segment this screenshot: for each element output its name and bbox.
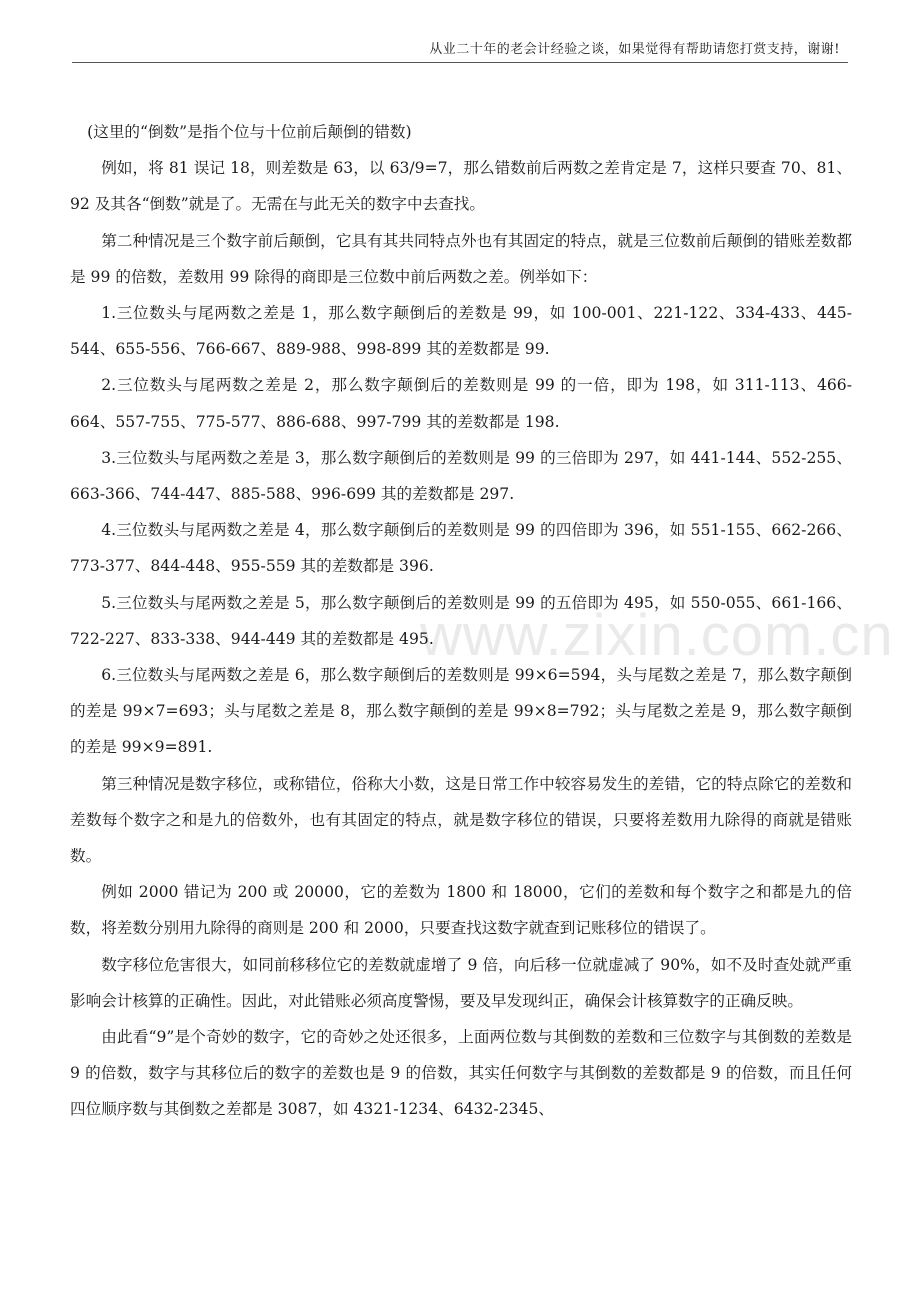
list-item-4: 4.三位数头与尾两数之差是 4，那么数字颠倒后的差数则是 99 的四倍即为 396，如 551-155、662-266、773-377、844-448、955-559 其的差数都是 396. [70,521,852,576]
header-rule [72,62,848,63]
paragraph-case-two: 第二种情况是三个数字前后颠倒，它具有其共同特点外也有其固定的特点，就是三位数前后颠倒的错账差数都是 99 的倍数，差数用 99 除得的商即是三位数中前后两数之差。例举如下： [70,231,852,286]
watermark: www.zixin.com.cn [420,603,894,668]
list-item-1: 1.三位数头与尾两数之差是 1，那么数字颠倒后的差数是 99，如 100-001、221-122、334-433、445-544、655-556、766-667、889-988、998-899 其的差数都是 99. [70,304,852,359]
paragraph-nine: 由此看“9”是个奇妙的数字，它的奇妙之处还很多，上面两位数与其倒数的差数和三位数字与其倒数的差数是 9 的倍数，数字与其移位后的数字的差数也是 9 的倍数，其实任何数字与其倒数的差数都是 9 的倍数，而且任何四位顺序数与其倒数之差都是 3087，如 4321-1234、6432-2345、 [70,1028,852,1119]
paragraph-example-two-digit: 例如，将 81 误记 18，则差数是 63，以 63/9=7，那么错数前后两数之差肯定是 7，这样只要查 70、81、92 及其各“倒数”就是了。无需在与此无关的数字中去查找。 [70,159,852,214]
paragraph-example-shift: 例如 2000 错记为 200 或 20000，它的差数为 1800 和 18000，它们的差数和每个数字之和都是九的倍数，将差数分别用九除得的商则是 200 和 2000，只要查找这数字就查到记账移位的错误了。 [70,883,852,938]
paragraph-case-three: 第三种情况是数字移位，或称错位，俗称大小数，这是日常工作中较容易发生的差错，它的特点除它的差数和差数每个数字之和是九的倍数外，也有其固定的特点，就是数字移位的错误，只要将差数用九除得的商就是错账数。 [70,774,852,866]
list-item-2: 2.三位数头与尾两数之差是 2，那么数字颠倒后的差数则是 99 的一倍，即为 198，如 311-113、466-664、557-755、775-577、886-688、997-799 其的差数都是 198. [70,376,852,431]
list-item-5: 5.三位数头与尾两数之差是 5，那么数字颠倒后的差数则是 99 的五倍即为 495，如 550-055、661-166、722-227、833-338、944-449 其的差数都是 495. [70,593,852,648]
page-header: 从业二十年的老会计经验之谈，如果觉得有帮助请您打赏支持，谢谢! [429,42,840,57]
document-body [70,114,852,1128]
list-item-6: 6.三位数头与尾两数之差是 6，那么数字颠倒后的差数则是 99×6=594，头与尾数之差是 7，那么数字颠倒的差是 99×7=693；头与尾数之差是 8，那么数字颠倒的差是 99×8=792；头与尾数之差是 9，那么数字颠倒的差是 99×9=891. [70,666,852,757]
list-item-3: 3.三位数头与尾两数之差是 3，那么数字颠倒后的差数则是 99 的三倍即为 297，如 441-144、552-255、663-366、744-447、885-588、996-699 其的差数都是 297. [70,448,852,504]
paragraph-note: (这里的“倒数”是指个位与十位前后颠倒的错数) [87,123,412,141]
paragraph-shift-harm: 数字移位危害很大，如同前移移位它的差数就虚增了 9 倍，向后移一位就虚减了 90%，如不及时查处就严重影响会计核算的正确性。因此，对此错账必须高度警惕，要及早发现纠正，确保会计核算数字的正确反映。 [70,955,852,1010]
